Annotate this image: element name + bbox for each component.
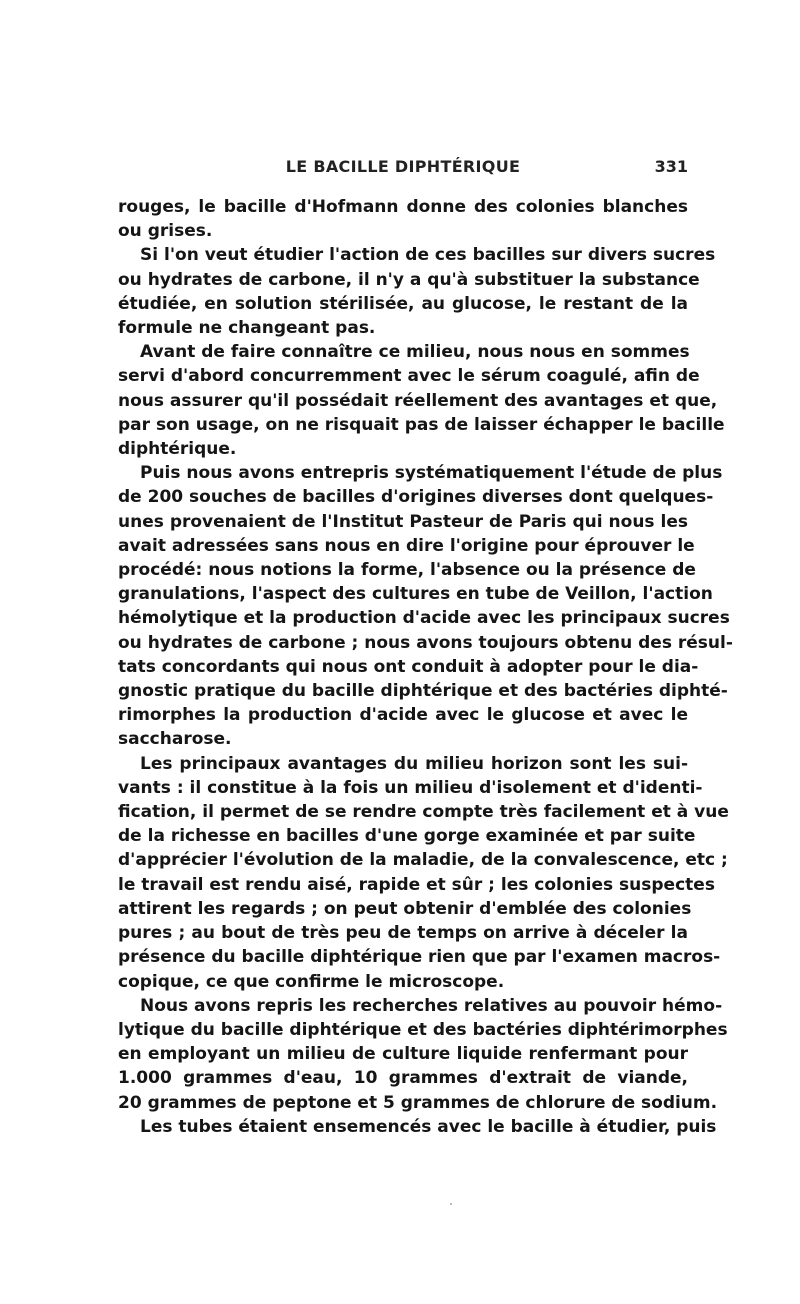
text-line: hémolytique et la production d'acide avec les principaux sucres bbox=[118, 608, 730, 629]
text-line: Les tubes étaient ensemencés avec le bacille à étudier, puis bbox=[140, 1116, 717, 1137]
text-line: étudiée, en solution stérilisée, au glucose, le restant de la bbox=[118, 293, 688, 314]
text-line: procédé: nous notions la forme, l'absence ou la présence de bbox=[118, 560, 696, 581]
paragraph bbox=[118, 752, 729, 994]
text-line: gnostic pratique du bacille diphtérique et des bactéries diphté- bbox=[118, 681, 728, 702]
page-header bbox=[118, 157, 688, 183]
text-line: rouges, le bacille d'Hofmann donne des colonies blanches bbox=[118, 197, 688, 217]
text-line: copique, ce que confirme le microscope. bbox=[118, 971, 505, 992]
text-line: unes provenaient de l'Institut Pasteur de Paris qui nous les bbox=[118, 511, 688, 532]
page-number: 331 bbox=[654, 157, 688, 176]
paper-speck bbox=[450, 1203, 452, 1205]
text-line: de 200 souches de bacilles d'origines diverses dont quelques- bbox=[118, 487, 714, 508]
text-line: diphtérique. bbox=[118, 439, 237, 460]
paragraph bbox=[118, 195, 688, 243]
text-line: le travail est rendu aisé, rapide et sûr ; les colonies suspectes bbox=[118, 874, 715, 895]
text-line: Si l'on veut étudier l'action de ces bacilles sur divers sucres bbox=[140, 245, 716, 266]
text-line: par son usage, on ne risquait pas de laisser échapper le bacille bbox=[118, 414, 725, 435]
body-text bbox=[118, 195, 733, 1139]
text-line: Nous avons repris les recherches relatives au pouvoir hémo- bbox=[140, 995, 723, 1016]
text-line: servi d'abord concurremment avec le sérum coagulé, afin de bbox=[118, 366, 700, 387]
text-line: rimorphes la production d'acide avec le glucose et avec le bbox=[118, 705, 688, 726]
text-line: nous assurer qu'il possédait réellement des avantages et que, bbox=[118, 390, 718, 411]
text-line: ou hydrates de carbone ; nous avons toujours obtenu des résul- bbox=[118, 632, 733, 653]
text-line: d'apprécier l'évolution de la maladie, de la convalescence, etc ; bbox=[118, 850, 728, 871]
text-line: ou grises. bbox=[118, 221, 213, 242]
text-line: formule ne changeant pas. bbox=[118, 318, 376, 339]
text-line: pures ; au bout de très peu de temps on arrive à déceler la bbox=[118, 923, 688, 944]
text-line: saccharose. bbox=[118, 729, 232, 750]
text-line: 1.000 grammes d'eau, 10 grammes d'extrait de viande, bbox=[118, 1068, 688, 1089]
paragraph bbox=[118, 340, 725, 461]
text-line: avait adressées sans nous en dire l'origine pour éprouver le bbox=[118, 535, 695, 556]
paragraph bbox=[118, 994, 728, 1115]
text-line: granulations, l'aspect des cultures en tube de Veillon, l'action bbox=[118, 584, 713, 605]
paragraph bbox=[118, 461, 733, 751]
text-line: 20 grammes de peptone et 5 grammes de chlorure de sodium. bbox=[118, 1092, 718, 1113]
text-line: Les principaux avantages du milieu horizon sont les sui- bbox=[140, 753, 688, 774]
text-line: vants : il constitue à la fois un milieu d'isolement et d'identi- bbox=[118, 777, 703, 798]
text-line: de la richesse en bacilles d'une gorge examinée et par suite bbox=[118, 826, 696, 847]
text-line: Avant de faire connaître ce milieu, nous nous en sommes bbox=[140, 342, 690, 363]
text-line: lytique du bacille diphtérique et des bactéries diphtérimorphes bbox=[118, 1019, 728, 1040]
text-line: en employant un milieu de culture liquide renfermant pour bbox=[118, 1044, 688, 1065]
text-line: fication, il permet de se rendre compte très facilement et à vue bbox=[118, 802, 729, 823]
paragraph bbox=[118, 1115, 717, 1139]
running-title: LE BACILLE DIPHTÉRIQUE bbox=[285, 157, 521, 176]
text-line: tats concordants qui nous ont conduit à adopter pour le dia- bbox=[118, 656, 699, 677]
text-line: présence du bacille diphtérique rien que par l'examen macros- bbox=[118, 947, 721, 968]
text-line: attirent les regards ; on peut obtenir d'emblée des colonies bbox=[118, 898, 692, 919]
text-line: Puis nous avons entrepris systématiquement l'étude de plus bbox=[140, 463, 723, 484]
paragraph bbox=[118, 243, 716, 340]
text-line: ou hydrates de carbone, il n'y a qu'à substituer la substance bbox=[118, 269, 700, 290]
